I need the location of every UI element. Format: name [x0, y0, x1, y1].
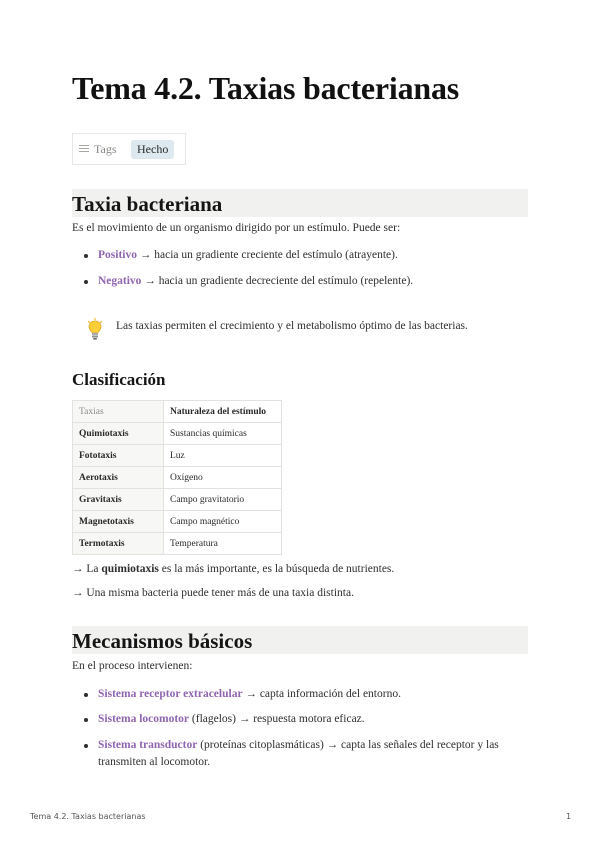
list-item: Sistema receptor extracelular → capta información del entorno. — [98, 686, 401, 703]
tags-label: Tags — [79, 142, 117, 157]
term-receptor: Sistema receptor extracelular — [98, 688, 243, 700]
tags-property — [72, 133, 186, 165]
page-title: Tema 4.2. Taxias bacterianas — [72, 70, 460, 106]
table-header-cell: Taxias — [73, 401, 164, 423]
table-row — [73, 423, 282, 445]
table-cell: Fototaxis — [73, 445, 164, 467]
section-intro: Es el movimiento de un organismo dirigido por un estímulo. Puede ser: — [72, 222, 401, 234]
section-heading-mecanismos: Mecanismos básicos — [72, 626, 528, 654]
table-cell: Oxígeno — [164, 467, 282, 489]
term-locomotor: Sistema locomotor — [98, 713, 190, 725]
table-row — [73, 511, 282, 533]
note-multiple-taxias: → Una misma bacteria puede tener más de una taxia distinta. — [72, 587, 354, 599]
table-cell: Temperatura — [164, 533, 282, 555]
lightbulb-icon — [86, 318, 104, 340]
classification-table — [72, 400, 282, 555]
list-item: Negativo → hacia un gradiente decreciente del estímulo (repelente). — [98, 273, 413, 290]
table-cell: Luz — [164, 445, 282, 467]
section-heading-clasificacion: Clasificación — [72, 370, 166, 389]
table-row — [73, 533, 282, 555]
term-negativo: Negativo — [98, 275, 142, 287]
table-cell: Aerotaxis — [73, 467, 164, 489]
table-cell: Gravitaxis — [73, 489, 164, 511]
table-cell: Campo magnético — [164, 511, 282, 533]
table-cell: Campo gravitatorio — [164, 489, 282, 511]
table-row — [73, 467, 282, 489]
list-icon — [79, 145, 89, 152]
page-number: 1 — [566, 812, 572, 821]
list-item: Sistema locomotor (flagelos) → respuesta motora eficaz. — [98, 711, 365, 728]
table-cell: Sustancias químicas — [164, 423, 282, 445]
table-row — [73, 489, 282, 511]
section-intro: En el proceso intervienen: — [72, 660, 193, 672]
tag-chip[interactable]: Hecho — [131, 140, 174, 159]
list-item: Sistema transductor (proteínas citoplasmáticas) → capta las señales del receptor y las transmiten al locomotor. — [98, 737, 528, 771]
callout-text: Las taxias permiten el crecimiento y el metabolismo óptimo de las bacterias. — [116, 320, 468, 332]
table-cell: Magnetotaxis — [73, 511, 164, 533]
term-positivo: Positivo — [98, 249, 137, 261]
table-header-row — [73, 401, 282, 423]
table-header-cell: Naturaleza del estímulo — [164, 401, 282, 423]
table-cell: Termotaxis — [73, 533, 164, 555]
table-row — [73, 445, 282, 467]
callout-box — [84, 312, 524, 348]
table-cell: Quimiotaxis — [73, 423, 164, 445]
list-item: Positivo → hacia un gradiente creciente del estímulo (atrayente). — [98, 247, 398, 264]
section-heading-taxia: Taxia bacteriana — [72, 189, 528, 217]
term-transductor: Sistema transductor — [98, 739, 198, 751]
footer-title: Tema 4.2. Taxias bacterianas — [30, 812, 146, 821]
note-quimiotaxis: → La quimiotaxis es la más importante, es la búsqueda de nutrientes. — [72, 563, 395, 575]
